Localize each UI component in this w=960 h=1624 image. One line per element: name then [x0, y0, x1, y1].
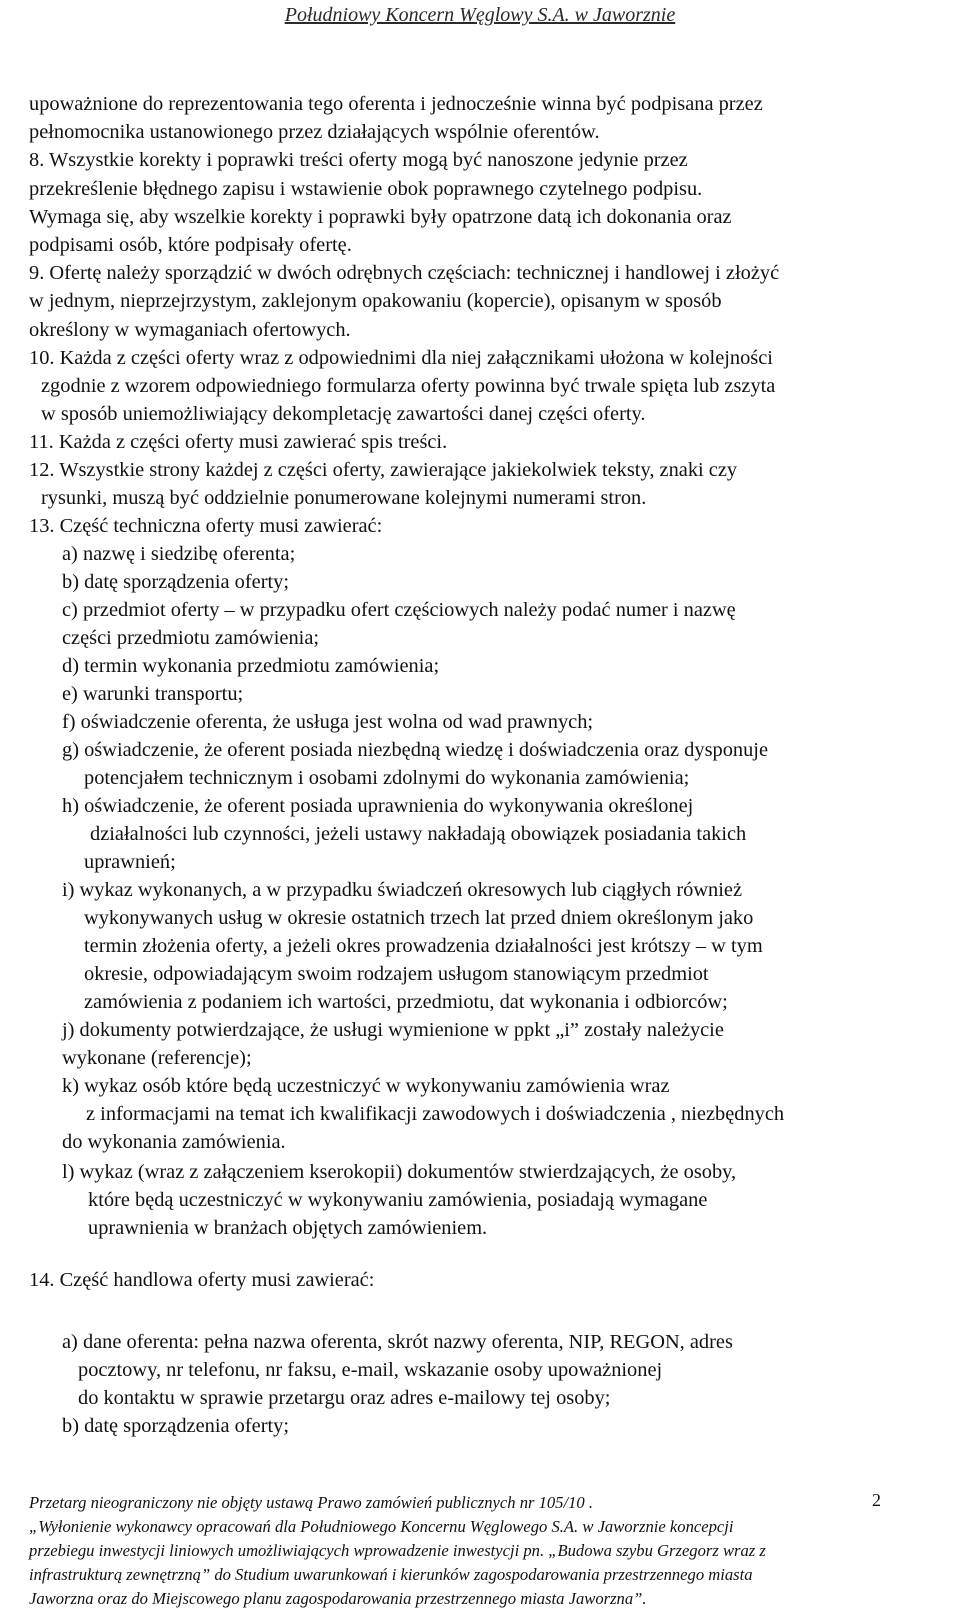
- text-line: b) datę sporządzenia oferty;: [62, 571, 290, 593]
- text-line: Wymaga się, aby wszelkie korekty i poprawki były opatrzone datą ich dokonania oraz: [29, 206, 732, 228]
- text-line: okresie, odpowiadającym swoim rodzajem usługom stanowiącym przedmiot: [84, 963, 709, 985]
- text-line: f) oświadczenie oferenta, że usługa jest wolna od wad prawnych;: [62, 711, 594, 733]
- text-line: określony w wymaganiach ofertowych.: [29, 319, 351, 341]
- text-line: 8. Wszystkie korekty i poprawki treści oferty mogą być nanoszone jedynie przez: [29, 149, 688, 171]
- text-line: e) warunki transportu;: [62, 683, 244, 705]
- text-line: wykonane (referencje);: [62, 1047, 252, 1069]
- text-line: a) nazwę i siedzibę oferenta;: [62, 543, 296, 565]
- text-line: zgodnie z wzorem odpowiedniego formularza oferty powinna być trwale spięta lub zszyta: [41, 375, 776, 397]
- text-line: g) oświadczenie, że oferent posiada niezbędną wiedzę i doświadczenia oraz dysponuje: [62, 739, 768, 761]
- footer-line: „Wyłonienie wykonawcy opracowań dla Południowego Koncernu Węglowego S.A. w Jaworznie koncepcji: [29, 1517, 734, 1536]
- text-line: potencjałem technicznym i osobami zdolnymi do wykonania zamówienia;: [84, 767, 690, 789]
- text-line: wykonywanych usług w okresie ostatnich trzech lat przed dniem określonym jako: [84, 907, 754, 929]
- text-line: działalności lub czynności, jeżeli ustawy nakładają obowiązek posiadania takich: [90, 823, 747, 845]
- text-line: j) dokumenty potwierdzające, że usługi wymienione w ppkt „i” zostały należycie: [62, 1019, 724, 1041]
- page-number: 2: [872, 1490, 881, 1510]
- text-line: które będą uczestniczyć w wykonywaniu zamówienia, posiadają wymagane: [88, 1189, 708, 1211]
- text-line: podpisami osób, które podpisały ofertę.: [29, 234, 352, 256]
- text-line: i) wykaz wykonanych, a w przypadku świadczeń okresowych lub ciągłych również: [62, 879, 743, 901]
- text-line: części przedmiotu zamówienia;: [62, 627, 320, 649]
- text-line: b) datę sporządzenia oferty;: [62, 1415, 290, 1437]
- text-line: przekreślenie błędnego zapisu i wstawienie obok poprawnego czytelnego podpisu.: [29, 178, 703, 200]
- text-line: 11. Każda z części oferty musi zawierać spis treści.: [29, 431, 448, 453]
- text-line: z informacjami na temat ich kwalifikacji zawodowych i doświadczenia , niezbędnych: [86, 1103, 785, 1125]
- footer-line: infrastrukturą zewnętrzną” do Studium uwarunkowań i kierunków zagospodarowania przestrzennego miasta: [29, 1565, 753, 1584]
- text-line: 9. Ofertę należy sporządzić w dwóch odrębnych częściach: technicznej i handlowej i złożyć: [29, 262, 780, 284]
- text-line: termin złożenia oferty, a jeżeli okres prowadzenia działalności jest krótszy – w tym: [84, 935, 763, 957]
- page-header: [0, 4, 960, 27]
- text-line: 13. Część techniczna oferty musi zawierać:: [29, 515, 383, 537]
- text-line: do wykonania zamówienia.: [62, 1131, 286, 1153]
- text-line: do kontaktu w sprawie przetargu oraz adres e-mailowy tej osoby;: [78, 1387, 611, 1409]
- text-line: d) termin wykonania przedmiotu zamówienia;: [62, 655, 440, 677]
- text-line: 12. Wszystkie strony każdej z części oferty, zawierające jakiekolwiek teksty, znaki czy: [29, 459, 738, 481]
- text-line: uprawnienia w branżach objętych zamówieniem.: [88, 1217, 488, 1239]
- text-line: zamówienia z podaniem ich wartości, przedmiotu, dat wykonania i odbiorców;: [84, 991, 728, 1013]
- text-line: rysunki, muszą być oddzielnie ponumerowane kolejnymi numerami stron.: [41, 487, 647, 509]
- text-line: k) wykaz osób które będą uczestniczyć w wykonywaniu zamówienia wraz: [62, 1075, 670, 1097]
- text-line: w sposób uniemożliwiający dekompletację zawartości danej części oferty.: [41, 403, 646, 425]
- footer-line: przebiegu inwestycji liniowych umożliwiających wprowadzenie inwestycji pn. „Budowa szybu Grzegorz wraz z: [29, 1541, 766, 1560]
- text-line: pocztowy, nr telefonu, nr faksu, e-mail, wskazanie osoby upoważnionej: [78, 1359, 663, 1381]
- text-line: c) przedmiot oferty – w przypadku ofert częściowych należy podać numer i nazwę: [62, 599, 736, 621]
- text-line: pełnomocnika ustanowionego przez działających wspólnie oferentów.: [29, 121, 600, 143]
- text-line: 14. Część handlowa oferty musi zawierać:: [29, 1269, 375, 1291]
- footer-line: Jaworzna oraz do Miejscowego planu zagospodarowania przestrzennego miasta Jaworzna”.: [29, 1589, 647, 1608]
- text-line: 10. Każda z części oferty wraz z odpowiednimi dla niej załącznikami ułożona w kolejności: [29, 347, 773, 369]
- footer-line: Przetarg nieograniczony nie objęty ustawą Prawo zamówień publicznych nr 105/10 .: [29, 1493, 593, 1512]
- text-line: upoważnione do reprezentowania tego oferenta i jednocześnie winna być podpisana przez: [29, 93, 763, 115]
- text-line: l) wykaz (wraz z załączeniem kserokopii) dokumentów stwierdzających, że osoby,: [62, 1161, 737, 1183]
- header-company-name: Południowy Koncern Węglowy S.A. w Jaworznie: [284, 4, 676, 26]
- text-line: uprawnień;: [84, 851, 176, 873]
- text-line: h) oświadczenie, że oferent posiada uprawnienia do wykonywania określonej: [62, 795, 694, 817]
- text-line: w jednym, nieprzejrzystym, zaklejonym opakowaniu (kopercie), opisanym w sposób: [29, 290, 722, 312]
- text-line: a) dane oferenta: pełna nazwa oferenta, skrót nazwy oferenta, NIP, REGON, adres: [62, 1331, 733, 1353]
